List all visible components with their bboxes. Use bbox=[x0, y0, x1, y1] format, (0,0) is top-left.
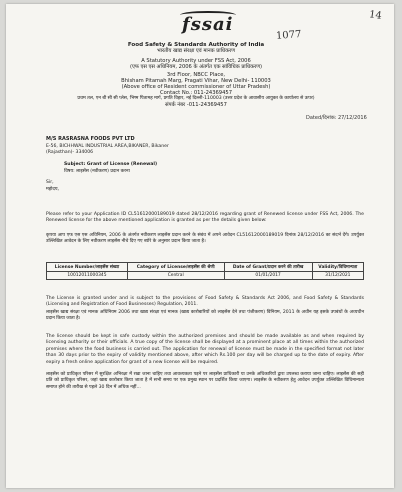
cell-date-of-grant: 01/01/2017 bbox=[224, 272, 312, 280]
recipient-address-2: (Rajasthan)- 334006 bbox=[46, 150, 94, 155]
floor-line: 3rd Floor, NBCC Place, bbox=[166, 72, 226, 78]
salutation-hindi: महोदय, bbox=[46, 187, 59, 192]
paragraph-custody: The license should be kept in safe custody within the authorized premises and should be made available as and when required by licensing authority or their officials. A true copy of the license shall be displayed at a prominent place at all times within the authorized premises where the food business is carried out. The application for renewal of license must be made in the specified format not later than 30 days prior to the expiry of validity mentioned above, after which Rs.100 per day will be charged up to the date of expiry. After expiry a fresh online application for grant of a new license will be required. bbox=[46, 334, 364, 365]
paragraph-custody-hindi: लाइसेंस को प्राधिकृत परिसर में सुरक्षित अभिरक्षा में रखा जाना चाहिए तथा आवश्यकता पड़ने पर लाइसेंस प्राधिकारी या उनके अधिकारियों द्वारा उपलब्ध कराया जाना चाहिए। लाइसेंस की सही प्रति को प्राधिकृत परिसर, जहां खाद्य कारोबार किया जाता है में सभी समय पर एक प्रमुख स्थान पर प्रदर्शित किया जाएगा। लाइसेंस के नवीकरण हेतु आवेदन उपर्युक्त उल्लिखित विधिमान्यता समाप्त होने की तारीख से पहले 30 दिन में अधिक नहीं... bbox=[46, 372, 364, 390]
recipient-address-1: E-56, BICHHWAL INDUSTRIAL AREA,BIKANER, Bikaner bbox=[46, 144, 169, 149]
statutory-line-hindi: (एफ एस एस अधिनियम, 2006 के अंतर्गत एक सांविधिक प्राधिकरण) bbox=[129, 64, 263, 70]
subject-line: Subject: Grant of License (Renewal) bbox=[64, 162, 158, 167]
subject-line-hindi: विषय: लाइसेंस (नवीकरण) प्रदान करना bbox=[64, 169, 130, 174]
table-row bbox=[47, 272, 364, 280]
corner-page-mark: 14 bbox=[368, 9, 383, 22]
recipient-name: M/S RASRASNA FOODS PVT LTD bbox=[46, 136, 135, 142]
salutation: Sir, bbox=[46, 180, 54, 185]
date-line: Dated/दिनांक: 27/12/2016 bbox=[306, 115, 367, 121]
paragraph-reference-hindi: कृपया आप एफ एस एस अधिनियम, 2006 के अंतर्गत नवीकरण लाइसेंस प्रदान करने के संबंध में अपने आवेदन CL51612000189019 दिनांक 28/12/2016 का संदर्भ देंगे। उपर्युक्त उल्लिखित आवेदन के लिए नवीकरण लाइसेंस नीचे दिए गए ब्योरे के अनुसार प्रदान किया जाता है। bbox=[46, 233, 364, 245]
table-header-row bbox=[47, 263, 364, 272]
statutory-line: A Statutory Authority under FSS Act, 2006 bbox=[141, 58, 251, 64]
authority-name-hindi: भारतीय खाद्य संरक्षा एवं मानक प्राधिकरण bbox=[157, 48, 235, 54]
license-details-table bbox=[46, 262, 364, 280]
office-line: (Above office of Resident commissioner of Uttar Pradesh) bbox=[121, 84, 271, 90]
contact-line: Contact No.: 011-24369457 bbox=[159, 90, 233, 96]
authority-name: Food Safety & Standards Authority of India bbox=[127, 42, 265, 48]
paragraph-provisions-hindi: लाइसेंस खाद्य संरक्षा एवं मानक अधिनियम 2006 तथा खाद्य संरक्षा एवं मानक (खाद्य कारोबारियों को लाइसेंस देने तथा पंजीकरण) विनियम, 2011 के अधीन यह इसके उपबंधों के अध्यधीन प्रदान किया जाता है। bbox=[46, 310, 364, 322]
header-validity: Validity/विधिमान्यता bbox=[312, 263, 363, 272]
paragraph-provisions: The License is granted under and is subject to the provisions of Food Safety & Standards Act 2006, and Food Safety & Standards (Licensing and Registration of Food Businesses) Regulation, 2011. bbox=[46, 296, 364, 308]
address-line: Bhisham Pitamah Marg, Pragati Vihar, New Delhi- 110003 bbox=[121, 78, 271, 84]
handwritten-number: 1077 bbox=[275, 29, 302, 42]
cell-license-number: 10012011000345 bbox=[47, 272, 128, 280]
header-license-number: License Number/लाइसेंस संख्या bbox=[47, 263, 128, 272]
license-letter-page bbox=[6, 4, 394, 488]
hindi-address-line: प्रथम तल, एन बी सी सी प्लेस, भिष्म पितामह मार्ग, प्रगति विहार, नई दिल्ली-110003 (उत्तर प्रदेश के आवासीय आयुक्त के कार्यालय से ऊपर) bbox=[77, 96, 315, 101]
cell-category: Central bbox=[127, 272, 224, 280]
paragraph-reference: Please refer to your Application ID CL51612000189019 dated 28/12/2016 regarding grant of Renewed license under FSS Act, 2006. The Renewed license for the above mentioned application is granted as per the details given below: bbox=[46, 212, 364, 224]
header-date-of-grant: Date of Grant/प्रदान करने की तारीख bbox=[224, 263, 312, 272]
hindi-contact-line: संपर्क नंबर -011-24369457 bbox=[165, 102, 227, 108]
header-category: Category of License/लाइसेंस की श्रेणी bbox=[127, 263, 224, 272]
cell-validity: 31/12/2021 bbox=[312, 272, 363, 280]
fssai-logo: fssai bbox=[182, 14, 234, 35]
